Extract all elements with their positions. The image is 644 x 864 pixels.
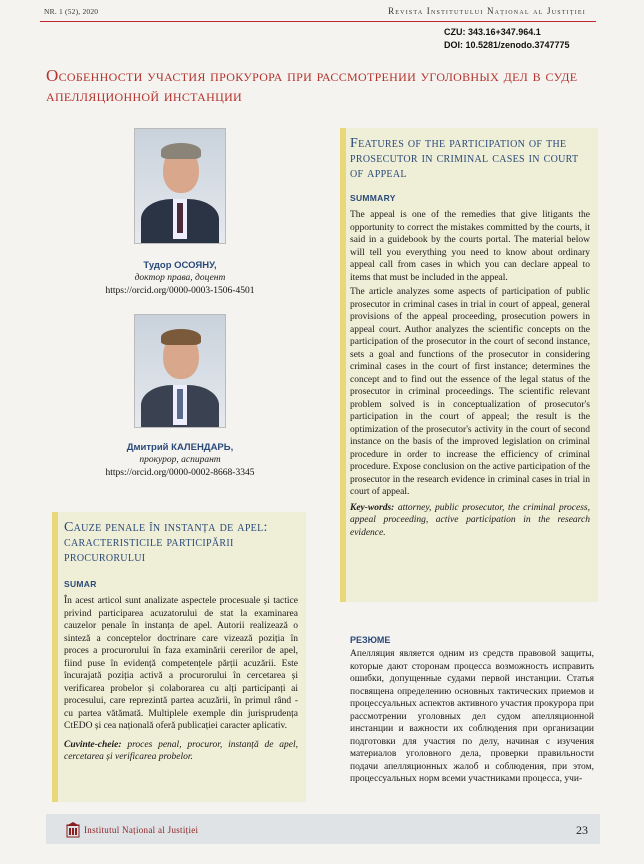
english-abstract-box: [340, 128, 598, 602]
author-name: Тудор ОСОЯНУ,: [143, 260, 217, 271]
summary-label: SUMMARY: [350, 193, 396, 203]
institute-logo-icon: [66, 822, 80, 838]
romanian-title: Cauze penale în instanța de apel: caracteristicile participării procurorului: [64, 520, 268, 565]
issue-number: NR. 1 (52), 2020: [44, 7, 99, 16]
header-rule: [40, 21, 596, 22]
page-number: 23: [576, 823, 588, 837]
author-name: Дмитрий КАЛЕНДАРЬ,: [126, 442, 234, 453]
author-2: [60, 441, 300, 480]
doi-code: DOI: 10.5281/zenodo.3747775: [444, 40, 570, 50]
russian-paragraph: Апелляция является одним из средств правовой защиты, которые дают сторонам процесса возможность исправить ошибки, допущенные судами первой инстанции. Статья посвящена определению основных тактических приемов и процессуальных аспектов активного участия прокурора при рассмотрении уголовных дел судом апелляционной инстанции и важности их соблюдения при организации подготовки для участия по делу, начиная с изучения материалов уголовного дела, проверки правильности подачи апелляционных жалоб и соблюдения, при этом, процессуальных норм всеми участниками процесса, учи-: [350, 649, 594, 784]
footer-institute: Institutul Național al Justiției: [84, 825, 199, 835]
author-1: [60, 259, 300, 298]
romanian-abstract-box: [52, 512, 306, 802]
english-keywords: [350, 502, 590, 540]
author-position: прокурор, аспирант: [139, 455, 221, 465]
author-photo-2: [134, 314, 226, 428]
author-position: доктор права, доцент: [134, 273, 226, 283]
rezyume-label: РЕЗЮМЕ: [350, 635, 391, 645]
romanian-keywords: [64, 739, 298, 764]
romanian-paragraph: În acest articol sunt analizate aspectele procesuale și tactice privind participarea acuzatorului de stat la examinarea cauzelor penale în instanța de apel. Autorii realizează o sinteză a conceptelor doctrinare care vizează poziția în proces a procurorului în faza examinării cererilor de apel, fiind puse în evidență competențele părții acuzării. Este încurajată poziția activă a procurorului în cercetarea și verificarea probelor și colaborarea cu alți participanți ai procesului, care reprezintă partea acuzării, în primul rând - cu partea vătămată. Multiplele exemple din jurisprudența CtEDO și cea națională oferă publicației caracter aplicativ.: [64, 596, 298, 731]
article-title: Особенности участия прокурора при рассмотрении уголовных дел в суде апелляционной инстанции: [46, 66, 578, 105]
keywords-text: attorney, public prosecutor, the criminal process, appeal proceeding, active participation in the research evidence.: [350, 502, 590, 538]
author-photo-1: [134, 128, 226, 244]
english-title: Features of the participation of the prosecutor in criminal cases in court of appeal: [350, 136, 579, 181]
page-footer: [46, 814, 600, 844]
keywords-label: Key-words:: [350, 502, 395, 513]
author-orcid[interactable]: https://orcid.org/0000-0002-8668-3345: [105, 468, 255, 478]
czu-code: CZU: 343.16+347.964.1: [444, 27, 541, 37]
sumar-label: SUMAR: [64, 579, 97, 589]
cuvinte-cheie-text: proces penal, procuror, instanță de apel, cercetarea și verificarea probelor.: [64, 739, 298, 762]
article-codes: [444, 26, 594, 52]
english-paragraph-1: The appeal is one of the remedies that give litigants the opportunity to correct the mistakes committed by the courts, it said in a guidebook by the courts portal. The material below will tell you everything you need to know about ordinary appeal call from cases in which you can declare appeal to items that must be included in the appeal.: [350, 210, 590, 283]
author-orcid[interactable]: https://orcid.org/0000-0003-1506-4501: [105, 286, 255, 296]
english-paragraph-2: The article analyzes some aspects of participation of public prosecutor in criminal cases in trial in court of appeal, general provisions of the appeal proceeding, prosecution powers in appeal court. Author analyzes the scientific concepts on the participation of the prosecutor in the court of second instance, sets a goal and functions of the prosecutor in considering criminal cases in the court of first instance; determines the concept and to find out the essence of the legal status of the prosecutor in criminal proceedings. The scientific relevant problem solved is in conceptualization of prosecutor's participation in the court of appeal; the result is the optimization of the prosecutor's activity in the court of second instance on the basis of the improved legislation on criminal procedure in order to increase the efficiency of criminal procedure. Expose conclusion on the active participation of the prosecutor in the research evidence in criminal cases in trial in court of appeal.: [350, 287, 590, 497]
cuvinte-cheie-label: Cuvinte-cheie:: [64, 739, 122, 750]
journal-name: Revista Institutului Național al Justiției: [388, 6, 586, 16]
